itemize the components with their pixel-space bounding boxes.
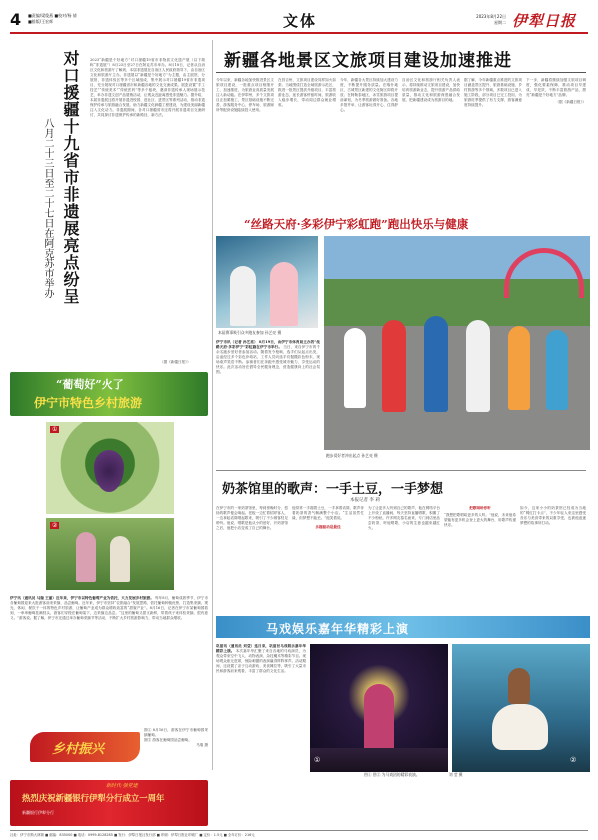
editor-credits: ■责编/梁俊燕 ■校对/杨 倩 ■排版/王宏辉: [28, 13, 77, 24]
grape-photo-captions: 图① 8月16日，游客在伊宁市葡萄园采摘葡萄。 图② 游客在葡萄园品尝葡萄。 马瑞 摄: [144, 728, 208, 747]
bank-ad-banner[interactable]: [10, 780, 208, 826]
rural-revival-badge: [30, 732, 140, 762]
grape-photo-label-2: ②: [52, 522, 58, 529]
footer-text: 社址：伊宁市斯大林街 ■ 邮编：835000 ■ 电话：0999-8128285 ■ 发行：伊犁日报社发行部 ■ 印刷：伊犁日报社印刷厂 ■ 定价：1.5元 ■ 全年订价：216元: [10, 833, 255, 837]
milk-col4: 把歌唱给你听 “我想把歌唱给更多的人听。”他说，未来他希望能有更多机会登上更大的舞台，用歌声传递快乐。: [444, 506, 516, 527]
page-header: [0, 0, 598, 34]
runner-shape: [466, 320, 490, 412]
person-shape: [110, 536, 130, 582]
runner-shape: [230, 266, 256, 326]
circus-story-body: 巩留讯（通讯员 刘莹）连日来，巩留县马戏娱乐嘉年华精彩上演。 本次嘉年华汇聚了来自各地的马戏演员，为观众带来空中飞人、动物表演、杂技魔术等精彩节目。现场观众座无虚席，惊险刺激的表演赢得阵阵掌声。活动期间，还设置了亲子互动游戏、美食摊位等，吸引了大量市民和游客前来观看，丰富了群众的文化生活。: [216, 644, 306, 673]
main-story-col3: 今年，新疆各大景区持续加大建设力度，不断提升服务质量。在喀什地区，古城景区新建的文化街区即将开放；在阿勒泰地区，冰雪旅游项目提前谋划，为冬季旅游做好准备。各地多措并举，让游客玩得开心、住得舒心。: [340, 78, 398, 112]
footer-rule: [10, 830, 588, 831]
grape-photo-2: [46, 518, 174, 590]
grape-title-line2: 伊宁市特色乡村旅游: [34, 396, 143, 410]
runner-shape: [546, 330, 568, 410]
milk-story-title: 奶茶馆里的歌声：一手土豆，一手梦想: [222, 482, 444, 497]
person-shape: [76, 532, 96, 582]
grape-story: [10, 372, 208, 772]
header-rule: [10, 32, 588, 34]
milk-title-rule: [216, 470, 586, 471]
milk-col1: 在伊宁市的一家奶茶馆里，每到傍晚时分，悠扬的歌声便会响起。老板一边忙着招呼客人，一边拿起话筒唱起歌来，吸引了不少顾客驻足聆听。他说，唱歌是他从小的爱好，开奶茶馆之后，他把小店变成了自己的舞台。: [216, 506, 288, 530]
main-title-rule: [216, 72, 586, 73]
left-story-title: 对口援疆十九省市非遗展亮点纷呈: [61, 50, 80, 305]
milk-subhead-1: 乐趣驱动是最佳: [315, 525, 341, 529]
left-story: [10, 50, 208, 370]
circus-photo-2: [452, 644, 590, 772]
newspaper-logo: 伊犁日报: [512, 12, 577, 30]
run-story-title: “丝路天府·多彩伊宁彩虹跑”跑出快乐与健康: [244, 217, 469, 231]
ad-slogan: 新时代·强党建: [106, 783, 138, 789]
milk-story: [216, 470, 590, 612]
main-story-col5: 据了解，今年新疆重点推进的文旅项目涵盖景区提升、旅游基础设施、乡村旅游等多个领域，多数项目已进入施工阶段，部分项目已完工投用，为旅游旺季提供了有力支撑，游客满意度持续提升。: [464, 78, 522, 107]
grape-banner: [10, 372, 208, 416]
circus-photo-1: [310, 644, 448, 772]
grape-photo-1: [46, 422, 174, 514]
grape-story-body: 伊宁讯（通讯员 马瑞 王丽）近年来，伊宁市以特色葡萄产业为依托，大力发展乡村旅游。 每年8月，葡萄成熟季节，伊宁市各葡萄园迎来大批游客前来采摘、品尝葡萄。近年来，伊宁市坚持“农旅融合”发展思路，依托葡萄种植优势，打造集采摘、观光、休闲、餐饮于一体的特色乡村旅游，让葡萄产业成为群众增收致富的“甜蜜产业”。8月16日，记者在伊宁市某葡萄园看到，一串串葡萄挂满枝头，游客们穿梭在葡萄架下，边采摘边品尝。“这里的葡萄又甜又新鲜，带着孩子来体验采摘，很有意义。”游客说。据了解，伊宁市还通过举办葡萄采摘节等活动，不断扩大乡村旅游影响力，带动当地群众增收。: [10, 596, 208, 620]
page-number: 4: [10, 10, 22, 29]
circus-photo-caption: 图① 图② 为马戏团的精彩表演。 刘 莹 摄: [364, 772, 463, 777]
run-photo-2-caption: 跑步爱好者冲出起点 孙艺亮 摄: [326, 453, 378, 458]
runner-shape: [424, 316, 448, 412]
ad-sub: 新疆银行伊犁分行: [22, 810, 54, 815]
main-story-col2: 在昌吉州，文旅项目建设同样如火如荼。当地围绕打造全域旅游示范区，推进一批景区提质升级项目，丰富旅游业态，延长游客停留时间，旅游收入稳步增长，带动周边群众就业增收。: [278, 78, 336, 107]
ad-title: 热烈庆祝新疆银行伊犁分行成立一周年: [22, 793, 165, 803]
goat-shape: [492, 704, 548, 750]
run-story-body: 伊宁市讯（记者 孙艺亮） 8月19日，由伊宁市体育局主办的“丝路天府·多彩伊宁”彩虹跑在伊宁市举行。 当日，来自伊宁市的千余名跑步爱好者参加活动。随着发令枪响，选手们从起点出发，沿途经过多个彩色补给站，工作人员向选手们抛撒彩色粉末，现场欢声笑语不断。参赛者们在奔跑中感受城市魅力，享受运动的快乐。此次活动旨在倡导全民健身理念，营造健康向上的社会氛围。: [216, 340, 320, 374]
finish-arch: [504, 248, 584, 298]
runner-shape: [344, 328, 366, 408]
circus-banner: [216, 616, 590, 638]
runner-shape: [508, 326, 530, 410]
circus-story: [216, 616, 590, 778]
audience-shape: [310, 748, 448, 772]
circus-photo-label-1: ①: [314, 756, 321, 764]
milk-col3: 为了让更多人听到自己的歌声，他在网络平台上开设了直播间，每天坚持直播唱歌，积累了不少粉丝。许多网友慕名而来，专门到店里品尝奶茶、听他唱歌，小店的生意也越来越红火。: [368, 506, 440, 530]
left-story-subtitle: 八月二十三日至二十七日在阿克苏市举办: [42, 118, 53, 298]
main-story-col6: 下一步，新疆将继续加强文旅项目调度，强化要素保障，推动项目早建成、早见效，不断丰富旅游产品，擦亮“新疆是个好地方”品牌。 （据《新疆日报》）: [526, 78, 586, 104]
run-photo-1-caption: 本届赛事吸引众多跑友参加 孙艺亮 摄: [218, 330, 282, 335]
section-title: 文体: [283, 12, 318, 30]
run-photo-2: [324, 236, 590, 450]
rural-revival-text: 乡村振兴: [52, 742, 105, 757]
main-story-col1: 今年以来，新疆各地加快推进景区文旅项目建设，一批重点项目相继开工、加速推进，为旅游业高质量发展注入新动能。在伊犁州，多个文旅项目正加紧施工，景区基础设施不断完善，游客服务中心、停车场、旅游厕所等配套设施陆续投入使用。: [216, 78, 274, 112]
run-story: [216, 214, 590, 466]
column-divider: [212, 40, 213, 770]
monkey-shape: [508, 668, 530, 704]
runner-shape: [382, 320, 406, 412]
main-story-title: 新疆各地景区文旅项目建设加速推进: [224, 51, 512, 71]
left-story-source: （据《新疆日报》）: [160, 360, 191, 364]
main-story: [216, 40, 590, 210]
milk-col2: 他常常一手端着土豆，一手拿着话筒，歌声伴着奶茶的香气飘满整个小店。“生活虽然忙碌，但梦想不能丢。”他笑着说。 乐趣驱动是最佳: [292, 506, 364, 529]
grape-title-line1: “葡萄好”火了: [56, 378, 124, 391]
left-story-body: 2023“新疆是个好地方”对口援疆19省市非物质文化遗产展（以下简称“非遗展”）8月23日至27日在阿克苏市举办。8月18日，记者从自治区文化和旅游厅了解到，本届非遗展在自治区人民政府指导下，由自治区文化和旅游厅主办。非遗展以“新疆是个好地方”为主题，由主展馆、分展馆、非遗体验区等多个区域组成，集中展示对口援疆19省市非遗项目，充分展现对口援疆省市和新疆各地的文化交流成果。展览设置“手工技艺”“传统美术”“传统医药”等多个板块，邀请非遗传承人现场展示技艺，举办非遗文创产品展销活动，让观众近距离感受非遗魅力。据介绍，本届非遗展还将开展非遗进校园、进社区、进景区等系列活动，推动非遗保护传承与旅游融合发展，助力新疆文化润疆工程建设，为建设美丽新疆注入文化动力。非遗展期间，各对口援疆省市还将开展非遗项目交流研讨，共同探讨非遗保护传承的新路径、新方法。: [90, 58, 205, 117]
main-story-col4: 自治区文化和旅游厅相关负责人表示，将持续推动文旅项目建设，加快培育旅游新业态，提升旅游产品供给质量，推动文化和旅游深度融合发展，把新疆建设成为旅游目的地。: [402, 78, 460, 102]
grape-cluster-icon: [94, 450, 124, 492]
milk-story-author: 本报记者 李 莉: [350, 498, 380, 503]
issue-date: 2023年8月22日 星期二: [476, 14, 506, 25]
milk-col5: 如今，这家小小的奶茶馆已经成为当地的“网红打卡点”，不少年轻人来这里感受音乐与美食带来的双重享受，也被他追逐梦想的故事所打动。: [520, 506, 586, 525]
performer-shape: [364, 684, 394, 754]
circus-story-title: 马戏娱乐嘉年华精彩上演: [266, 622, 410, 636]
run-photo-1: [216, 236, 318, 328]
milk-subhead-2: 把歌唱给你听: [469, 506, 491, 510]
circus-photo-label-2: ②: [570, 756, 577, 764]
grape-photo-label-1: ①: [52, 426, 58, 433]
runner-shape: [270, 262, 298, 326]
